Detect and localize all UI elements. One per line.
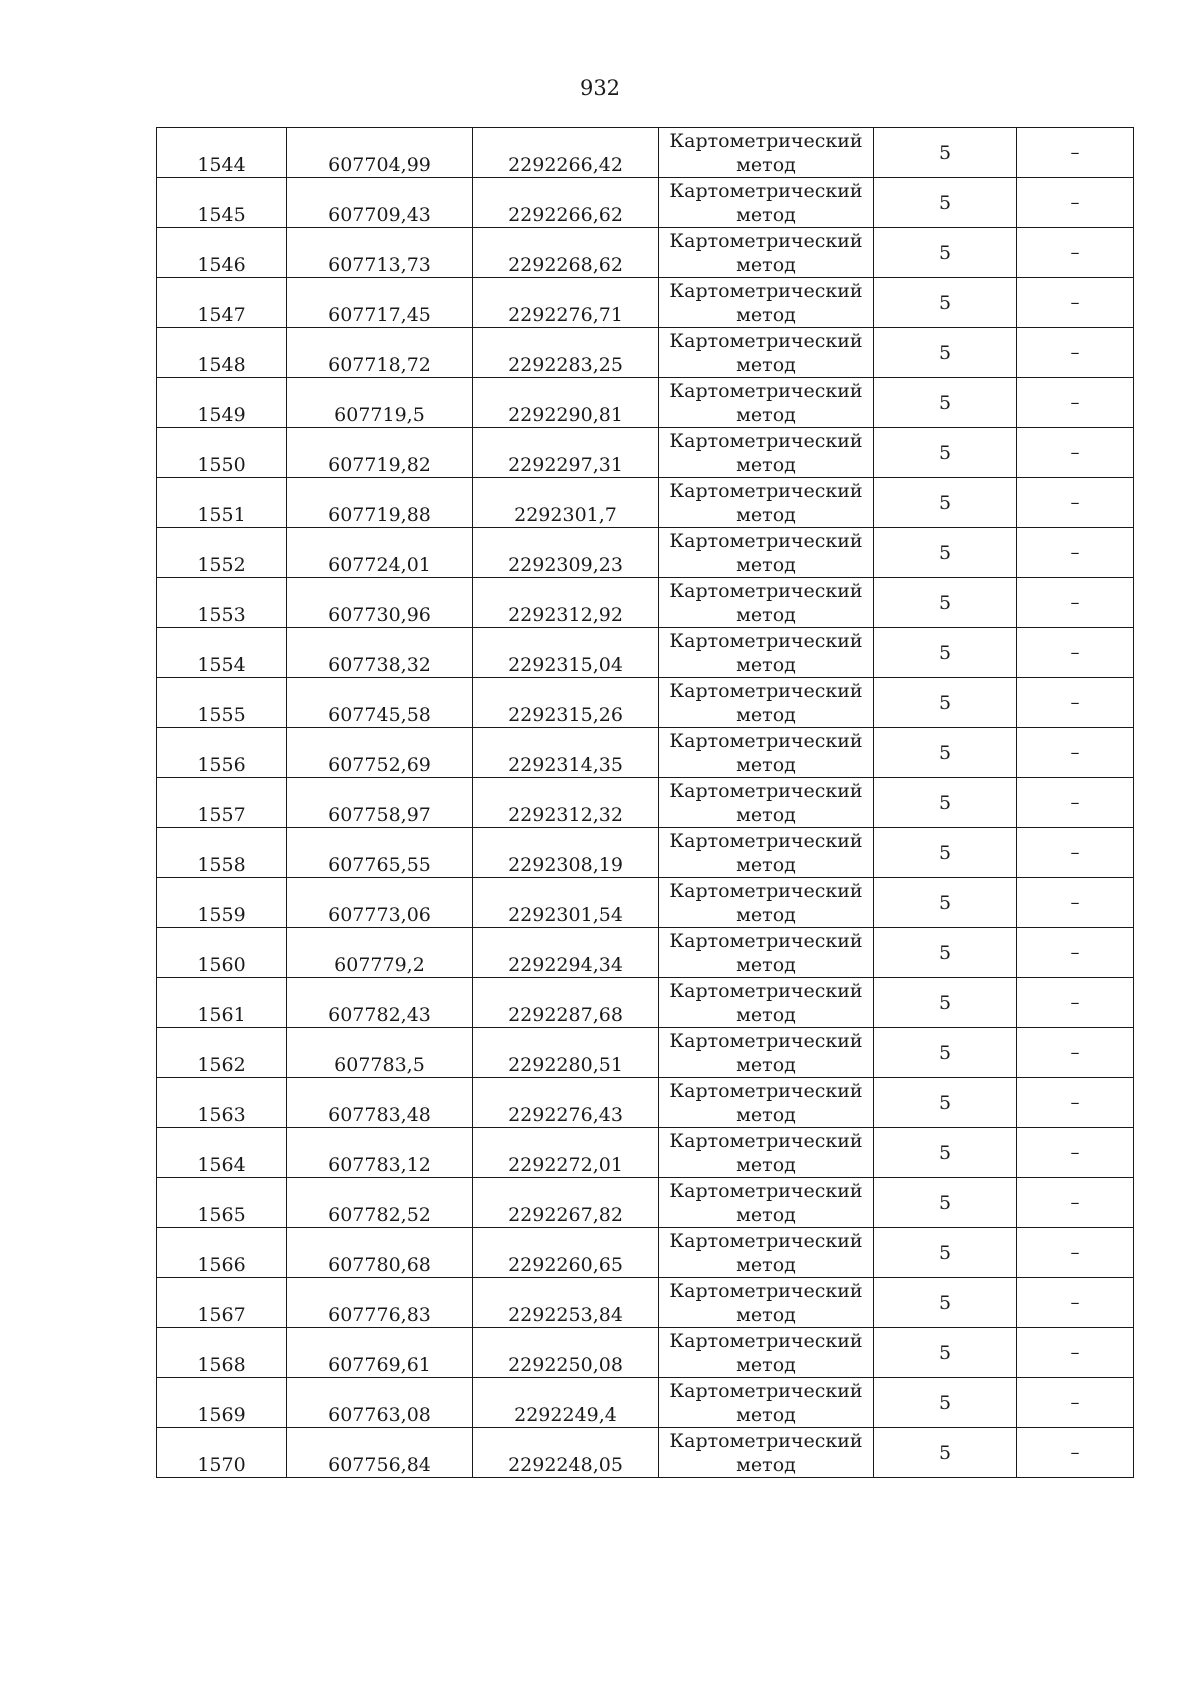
table-row — [157, 978, 1134, 1028]
method-label-line2: метод — [736, 853, 796, 876]
accuracy-cell: 5 — [874, 128, 1017, 178]
description-cell: – — [1017, 1378, 1134, 1428]
method-label-line1: Картометрический — [669, 629, 863, 652]
accuracy-cell: 5 — [874, 228, 1017, 278]
method-cell — [659, 328, 874, 378]
method-label-line1: Картометрический — [669, 1179, 863, 1202]
method-label-line1: Картометрический — [669, 1229, 863, 1252]
accuracy-cell: 5 — [874, 478, 1017, 528]
accuracy-cell: 5 — [874, 628, 1017, 678]
method-label-line1: Картометрический — [669, 229, 863, 252]
y-coordinate-cell: 2292315,04 — [473, 628, 659, 678]
method-cell — [659, 778, 874, 828]
x-coordinate-cell: 607782,52 — [287, 1178, 473, 1228]
table-row — [157, 228, 1134, 278]
method-label-line1: Картометрический — [669, 329, 863, 352]
x-coordinate-cell: 607758,97 — [287, 778, 473, 828]
accuracy-cell: 5 — [874, 528, 1017, 578]
y-coordinate-cell: 2292297,31 — [473, 428, 659, 478]
method-label-line1: Картометрический — [669, 879, 863, 902]
method-label-line2: метод — [736, 1153, 796, 1176]
method-label-line2: метод — [736, 503, 796, 526]
x-coordinate-cell: 607719,82 — [287, 428, 473, 478]
description-cell: – — [1017, 778, 1134, 828]
y-coordinate-cell: 2292276,43 — [473, 1078, 659, 1128]
x-coordinate-cell: 607718,72 — [287, 328, 473, 378]
table-row — [157, 178, 1134, 228]
method-label-line2: метод — [736, 653, 796, 676]
description-cell: – — [1017, 428, 1134, 478]
x-coordinate-cell: 607713,73 — [287, 228, 473, 278]
accuracy-cell: 5 — [874, 778, 1017, 828]
method-cell — [659, 928, 874, 978]
x-coordinate-cell: 607730,96 — [287, 578, 473, 628]
point-number-cell: 1569 — [157, 1378, 287, 1428]
method-cell — [659, 1178, 874, 1228]
method-label-line2: метод — [736, 153, 796, 176]
description-cell: – — [1017, 628, 1134, 678]
accuracy-cell: 5 — [874, 1228, 1017, 1278]
method-label-line2: метод — [736, 203, 796, 226]
method-label-line1: Картометрический — [669, 129, 863, 152]
point-number-cell: 1566 — [157, 1228, 287, 1278]
method-label-line1: Картометрический — [669, 1329, 863, 1352]
accuracy-cell: 5 — [874, 578, 1017, 628]
accuracy-cell: 5 — [874, 728, 1017, 778]
description-cell: – — [1017, 1028, 1134, 1078]
point-number-cell: 1570 — [157, 1428, 287, 1478]
y-coordinate-cell: 2292290,81 — [473, 378, 659, 428]
x-coordinate-cell: 607783,5 — [287, 1028, 473, 1078]
y-coordinate-cell: 2292301,54 — [473, 878, 659, 928]
y-coordinate-cell: 2292268,62 — [473, 228, 659, 278]
accuracy-cell: 5 — [874, 328, 1017, 378]
table-row — [157, 378, 1134, 428]
method-cell — [659, 178, 874, 228]
description-cell: – — [1017, 328, 1134, 378]
y-coordinate-cell: 2292312,92 — [473, 578, 659, 628]
accuracy-cell: 5 — [874, 178, 1017, 228]
y-coordinate-cell: 2292248,05 — [473, 1428, 659, 1478]
method-label-line2: метод — [736, 1403, 796, 1426]
method-cell — [659, 1428, 874, 1478]
point-number-cell: 1556 — [157, 728, 287, 778]
method-label-line1: Картометрический — [669, 379, 863, 402]
x-coordinate-cell: 607756,84 — [287, 1428, 473, 1478]
x-coordinate-cell: 607765,55 — [287, 828, 473, 878]
method-cell — [659, 128, 874, 178]
method-label-line1: Картометрический — [669, 779, 863, 802]
table-row — [157, 1128, 1134, 1178]
point-number-cell: 1554 — [157, 628, 287, 678]
method-label-line2: метод — [736, 1203, 796, 1226]
description-cell: – — [1017, 678, 1134, 728]
point-number-cell: 1545 — [157, 178, 287, 228]
table-row — [157, 278, 1134, 328]
method-label-line2: метод — [736, 303, 796, 326]
point-number-cell: 1546 — [157, 228, 287, 278]
table-row — [157, 678, 1134, 728]
method-label-line1: Картометрический — [669, 979, 863, 1002]
method-cell — [659, 378, 874, 428]
method-label-line1: Картометрический — [669, 829, 863, 852]
accuracy-cell: 5 — [874, 878, 1017, 928]
table-row — [157, 1178, 1134, 1228]
point-number-cell: 1552 — [157, 528, 287, 578]
x-coordinate-cell: 607724,01 — [287, 528, 473, 578]
y-coordinate-cell: 2292267,82 — [473, 1178, 659, 1228]
method-label-line1: Картометрический — [669, 479, 863, 502]
point-number-cell: 1562 — [157, 1028, 287, 1078]
table-row — [157, 1078, 1134, 1128]
page-number: 932 — [579, 76, 621, 100]
description-cell: – — [1017, 478, 1134, 528]
accuracy-cell: 5 — [874, 1128, 1017, 1178]
y-coordinate-cell: 2292272,01 — [473, 1128, 659, 1178]
description-cell: – — [1017, 228, 1134, 278]
method-label-line2: метод — [736, 1253, 796, 1276]
method-cell — [659, 478, 874, 528]
method-cell — [659, 228, 874, 278]
table-row — [157, 778, 1134, 828]
point-number-cell: 1551 — [157, 478, 287, 528]
x-coordinate-cell: 607745,58 — [287, 678, 473, 728]
method-cell — [659, 828, 874, 878]
method-label-line1: Картометрический — [669, 1279, 863, 1302]
description-cell: – — [1017, 978, 1134, 1028]
x-coordinate-cell: 607776,83 — [287, 1278, 473, 1328]
table-row — [157, 1378, 1134, 1428]
point-number-cell: 1557 — [157, 778, 287, 828]
y-coordinate-cell: 2292308,19 — [473, 828, 659, 878]
method-label-line2: метод — [736, 603, 796, 626]
description-cell: – — [1017, 728, 1134, 778]
method-label-line2: метод — [736, 1003, 796, 1026]
table-row — [157, 878, 1134, 928]
method-cell — [659, 1378, 874, 1428]
method-label-line2: метод — [736, 1053, 796, 1076]
method-label-line1: Картометрический — [669, 1079, 863, 1102]
x-coordinate-cell: 607709,43 — [287, 178, 473, 228]
table-row — [157, 928, 1134, 978]
x-coordinate-cell: 607780,68 — [287, 1228, 473, 1278]
description-cell: – — [1017, 378, 1134, 428]
method-cell — [659, 578, 874, 628]
method-cell — [659, 1228, 874, 1278]
method-cell — [659, 878, 874, 928]
description-cell: – — [1017, 1178, 1134, 1228]
point-number-cell: 1564 — [157, 1128, 287, 1178]
point-number-cell: 1560 — [157, 928, 287, 978]
point-number-cell: 1568 — [157, 1328, 287, 1378]
method-label-line2: метод — [736, 953, 796, 976]
table-row — [157, 1228, 1134, 1278]
description-cell: – — [1017, 928, 1134, 978]
x-coordinate-cell: 607783,48 — [287, 1078, 473, 1128]
point-number-cell: 1548 — [157, 328, 287, 378]
method-label-line2: метод — [736, 1353, 796, 1376]
method-cell — [659, 428, 874, 478]
description-cell: – — [1017, 128, 1134, 178]
method-label-line2: метод — [736, 253, 796, 276]
method-cell — [659, 1128, 874, 1178]
description-cell: – — [1017, 1278, 1134, 1328]
point-number-cell: 1565 — [157, 1178, 287, 1228]
x-coordinate-cell: 607704,99 — [287, 128, 473, 178]
method-cell — [659, 1078, 874, 1128]
x-coordinate-cell: 607769,61 — [287, 1328, 473, 1378]
y-coordinate-cell: 2292287,68 — [473, 978, 659, 1028]
point-number-cell: 1563 — [157, 1078, 287, 1128]
point-number-cell: 1553 — [157, 578, 287, 628]
point-number-cell: 1561 — [157, 978, 287, 1028]
table-row — [157, 728, 1134, 778]
method-cell — [659, 1278, 874, 1328]
method-label-line2: метод — [736, 453, 796, 476]
y-coordinate-cell: 2292309,23 — [473, 528, 659, 578]
y-coordinate-cell: 2292283,25 — [473, 328, 659, 378]
x-coordinate-cell: 607779,2 — [287, 928, 473, 978]
method-label-line1: Картометрический — [669, 279, 863, 302]
method-label-line2: метод — [736, 1303, 796, 1326]
description-cell: – — [1017, 1228, 1134, 1278]
y-coordinate-cell: 2292315,26 — [473, 678, 659, 728]
y-coordinate-cell: 2292280,51 — [473, 1028, 659, 1078]
method-cell — [659, 278, 874, 328]
table-row — [157, 628, 1134, 678]
method-cell — [659, 628, 874, 678]
y-coordinate-cell: 2292253,84 — [473, 1278, 659, 1328]
x-coordinate-cell: 607752,69 — [287, 728, 473, 778]
method-label-line1: Картометрический — [669, 529, 863, 552]
method-label-line2: метод — [736, 403, 796, 426]
method-label-line1: Картометрический — [669, 679, 863, 702]
method-label-line2: метод — [736, 553, 796, 576]
y-coordinate-cell: 2292260,65 — [473, 1228, 659, 1278]
table-row — [157, 128, 1134, 178]
accuracy-cell: 5 — [874, 1028, 1017, 1078]
table-row — [157, 1028, 1134, 1078]
method-cell — [659, 1028, 874, 1078]
description-cell: – — [1017, 178, 1134, 228]
method-label-line1: Картометрический — [669, 579, 863, 602]
method-label-line2: метод — [736, 353, 796, 376]
description-cell: – — [1017, 1078, 1134, 1128]
method-label-line1: Картометрический — [669, 729, 863, 752]
method-cell — [659, 978, 874, 1028]
accuracy-cell: 5 — [874, 278, 1017, 328]
accuracy-cell: 5 — [874, 1428, 1017, 1478]
point-number-cell: 1555 — [157, 678, 287, 728]
y-coordinate-cell: 2292312,32 — [473, 778, 659, 828]
x-coordinate-cell: 607719,88 — [287, 478, 473, 528]
method-label-line2: метод — [736, 1103, 796, 1126]
table-row — [157, 828, 1134, 878]
accuracy-cell: 5 — [874, 1378, 1017, 1428]
method-label-line2: метод — [736, 753, 796, 776]
table-row — [157, 578, 1134, 628]
x-coordinate-cell: 607773,06 — [287, 878, 473, 928]
method-label-line1: Картометрический — [669, 429, 863, 452]
y-coordinate-cell: 2292266,62 — [473, 178, 659, 228]
y-coordinate-cell: 2292314,35 — [473, 728, 659, 778]
point-number-cell: 1558 — [157, 828, 287, 878]
y-coordinate-cell: 2292250,08 — [473, 1328, 659, 1378]
description-cell: – — [1017, 828, 1134, 878]
y-coordinate-cell: 2292276,71 — [473, 278, 659, 328]
table-row — [157, 428, 1134, 478]
method-cell — [659, 528, 874, 578]
description-cell: – — [1017, 578, 1134, 628]
y-coordinate-cell: 2292301,7 — [473, 478, 659, 528]
method-label-line2: метод — [736, 803, 796, 826]
table-row — [157, 328, 1134, 378]
description-cell: – — [1017, 278, 1134, 328]
description-cell: – — [1017, 878, 1134, 928]
method-label-line2: метод — [736, 703, 796, 726]
description-cell: – — [1017, 1128, 1134, 1178]
method-label-line1: Картометрический — [669, 179, 863, 202]
y-coordinate-cell: 2292266,42 — [473, 128, 659, 178]
accuracy-cell: 5 — [874, 678, 1017, 728]
x-coordinate-cell: 607783,12 — [287, 1128, 473, 1178]
table-row — [157, 1428, 1134, 1478]
accuracy-cell: 5 — [874, 828, 1017, 878]
method-label-line1: Картометрический — [669, 1129, 863, 1152]
method-cell — [659, 728, 874, 778]
x-coordinate-cell: 607782,43 — [287, 978, 473, 1028]
method-cell — [659, 1328, 874, 1378]
method-label-line1: Картометрический — [669, 1029, 863, 1052]
accuracy-cell: 5 — [874, 1328, 1017, 1378]
accuracy-cell: 5 — [874, 928, 1017, 978]
point-number-cell: 1549 — [157, 378, 287, 428]
x-coordinate-cell: 607719,5 — [287, 378, 473, 428]
accuracy-cell: 5 — [874, 378, 1017, 428]
method-label-line1: Картометрический — [669, 1379, 863, 1402]
point-number-cell: 1567 — [157, 1278, 287, 1328]
method-cell — [659, 678, 874, 728]
point-number-cell: 1547 — [157, 278, 287, 328]
x-coordinate-cell: 607763,08 — [287, 1378, 473, 1428]
y-coordinate-cell: 2292249,4 — [473, 1378, 659, 1428]
accuracy-cell: 5 — [874, 1278, 1017, 1328]
accuracy-cell: 5 — [874, 1178, 1017, 1228]
description-cell: – — [1017, 1428, 1134, 1478]
table-row — [157, 1278, 1134, 1328]
accuracy-cell: 5 — [874, 428, 1017, 478]
method-label-line2: метод — [736, 1453, 796, 1476]
x-coordinate-cell: 607738,32 — [287, 628, 473, 678]
method-label-line1: Картометрический — [669, 1429, 863, 1452]
method-label-line1: Картометрический — [669, 929, 863, 952]
description-cell: – — [1017, 528, 1134, 578]
point-number-cell: 1559 — [157, 878, 287, 928]
description-cell: – — [1017, 1328, 1134, 1378]
y-coordinate-cell: 2292294,34 — [473, 928, 659, 978]
point-number-cell: 1544 — [157, 128, 287, 178]
table-row — [157, 1328, 1134, 1378]
point-number-cell: 1550 — [157, 428, 287, 478]
table-row — [157, 478, 1134, 528]
coordinates-table — [156, 127, 1134, 1478]
method-label-line2: метод — [736, 903, 796, 926]
accuracy-cell: 5 — [874, 978, 1017, 1028]
table-row — [157, 528, 1134, 578]
x-coordinate-cell: 607717,45 — [287, 278, 473, 328]
table-body — [157, 128, 1134, 1478]
accuracy-cell: 5 — [874, 1078, 1017, 1128]
